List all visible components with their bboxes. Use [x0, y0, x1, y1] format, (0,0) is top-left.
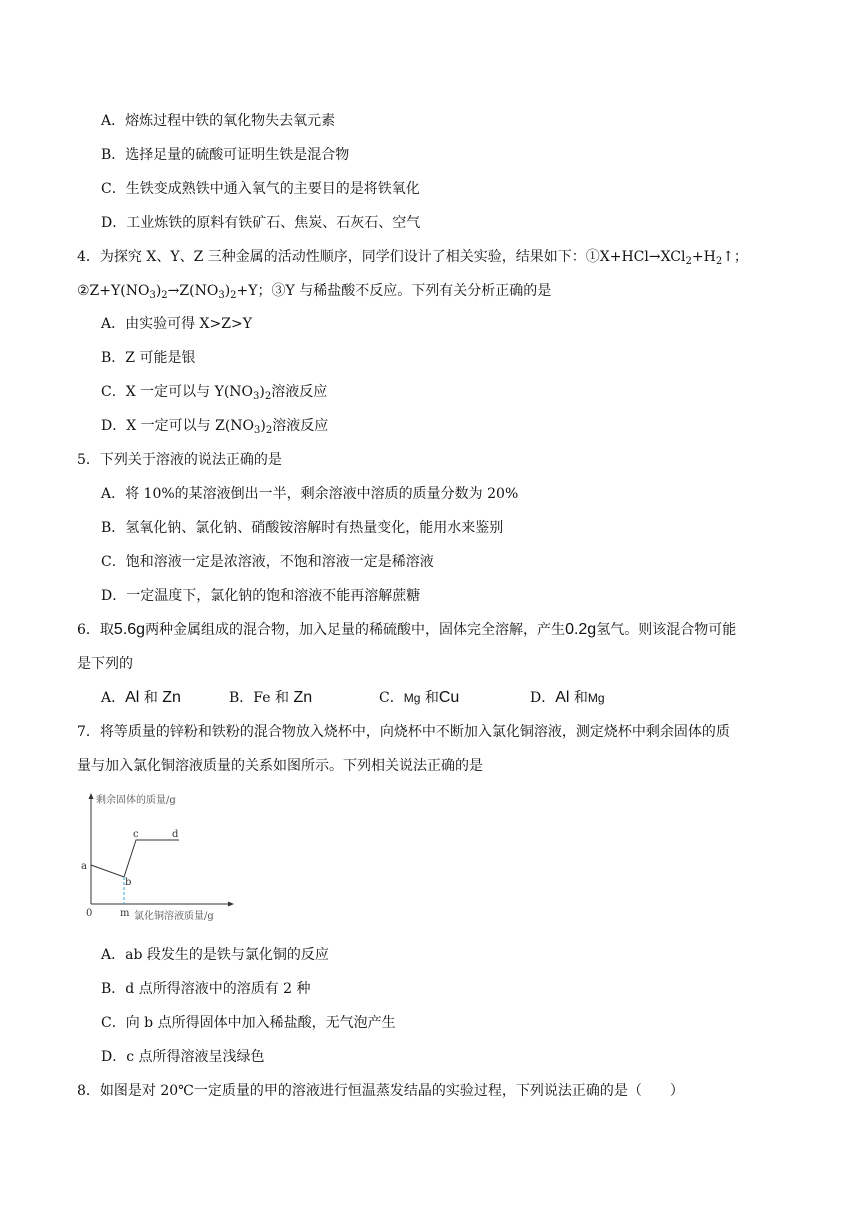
- q3-option-c: C．生铁变成熟铁中通入氧气的主要目的是将铁氧化: [101, 181, 420, 197]
- q7-stem-line1: 7．将等质量的锌粉和铁粉的混合物放入烧杯中，向烧杯中不断加入氯化铜溶液，测定烧杯中剩余固体的质: [77, 724, 730, 740]
- q4-option-b: B．Z 可能是银: [101, 350, 196, 366]
- q5-option-c: C．饱和溶液一定是浓溶液，不饱和溶液一定是稀溶液: [101, 554, 434, 570]
- q5-stem: 5．下列关于溶液的说法正确的是: [77, 452, 282, 468]
- point-a-label: a: [81, 861, 87, 872]
- mass-curve: [91, 840, 179, 877]
- q8-stem: 8．如图是对 20℃一定质量的甲的溶液进行恒温蒸发结晶的实验过程，下列说法正确的是（ ）: [77, 1083, 684, 1099]
- origin-label: 0: [86, 908, 93, 919]
- q7-graph: [72, 786, 252, 926]
- q6-stem-line2: 是下列的: [77, 656, 133, 672]
- q6-option-b: B．Fe 和 Zn: [229, 689, 313, 706]
- point-c-label: c: [133, 829, 139, 840]
- q4-stem-line2: $②Z+Y(NO_3)_2\to Z(NO_3)_2+Y$；③Y 与稀盐酸不反应。下列有关分析正确的是: [77, 283, 552, 301]
- q5-option-b: B．氢氧化钠、氯化钠、硝酸铵溶解时有热量变化，能用水来鉴别: [101, 520, 504, 536]
- x-axis-arrow: [228, 902, 234, 907]
- q6-stem-line1: 6．取5.6g两种金属组成的混合物，加入足量的稀硫酸中，固体完全溶解，产生0.2g氢气。则该混合物可能: [77, 621, 737, 638]
- q7-option-b: B．d 点所得溶液中的溶质有 2 种: [101, 981, 311, 997]
- y-axis-label: 剩余固体的质量/g: [96, 795, 176, 806]
- q7-option-d: D．c 点所得溶液呈浅绿色: [101, 1049, 265, 1065]
- point-b-label: b: [125, 877, 132, 888]
- q4-option-c: C．X 一定可以与 $Y(NO_3)_2$溶液反应: [101, 384, 328, 402]
- q3-option-d: D．工业炼铁的原料有铁矿石、焦炭、石灰石、空气: [101, 215, 421, 231]
- y-axis-arrow: [89, 793, 94, 799]
- m-label: m: [120, 908, 130, 919]
- q7-option-a: A．ab 段发生的是铁与氯化铜的反应: [101, 947, 329, 963]
- q6-option-a: A．Al 和 Zn: [101, 689, 181, 706]
- q7-option-c: C．向 b 点所得固体中加入稀盐酸，无气泡产生: [101, 1015, 396, 1031]
- x-axis-label: 氯化铜溶液质量/g: [134, 911, 214, 922]
- q4-option-a: A．由实验可得 X>Z>Y: [101, 316, 252, 332]
- q6-option-d: D．Al 和Mg: [530, 689, 605, 706]
- q3-option-b: B．选择足量的硫酸可证明生铁是混合物: [101, 147, 350, 163]
- point-d-label: d: [172, 829, 179, 840]
- q7-stem-line2: 量与加入氯化铜溶液质量的关系如图所示。下列相关说法正确的是: [77, 758, 483, 774]
- q6-option-c: C．Mg 和Cu: [379, 689, 460, 706]
- q4-stem-line1: 4．为探究 X、Y、Z 三种金属的活动性顺序，同学们设计了相关实验，结果如下：$①X+HCl\to XCl_2+H_2↑$；: [77, 249, 748, 267]
- q3-option-a: A．熔炼过程中铁的氧化物失去氧元素: [101, 113, 336, 129]
- q5-option-d: D．一定温度下，氯化钠的饱和溶液不能再溶解蔗糖: [101, 588, 421, 604]
- q4-option-d: D．X 一定可以与 $Z(NO_3)_2$溶液反应: [101, 418, 329, 436]
- q5-option-a: A．将 10%的某溶液倒出一半，剩余溶液中溶质的质量分数为 20%: [101, 486, 519, 502]
